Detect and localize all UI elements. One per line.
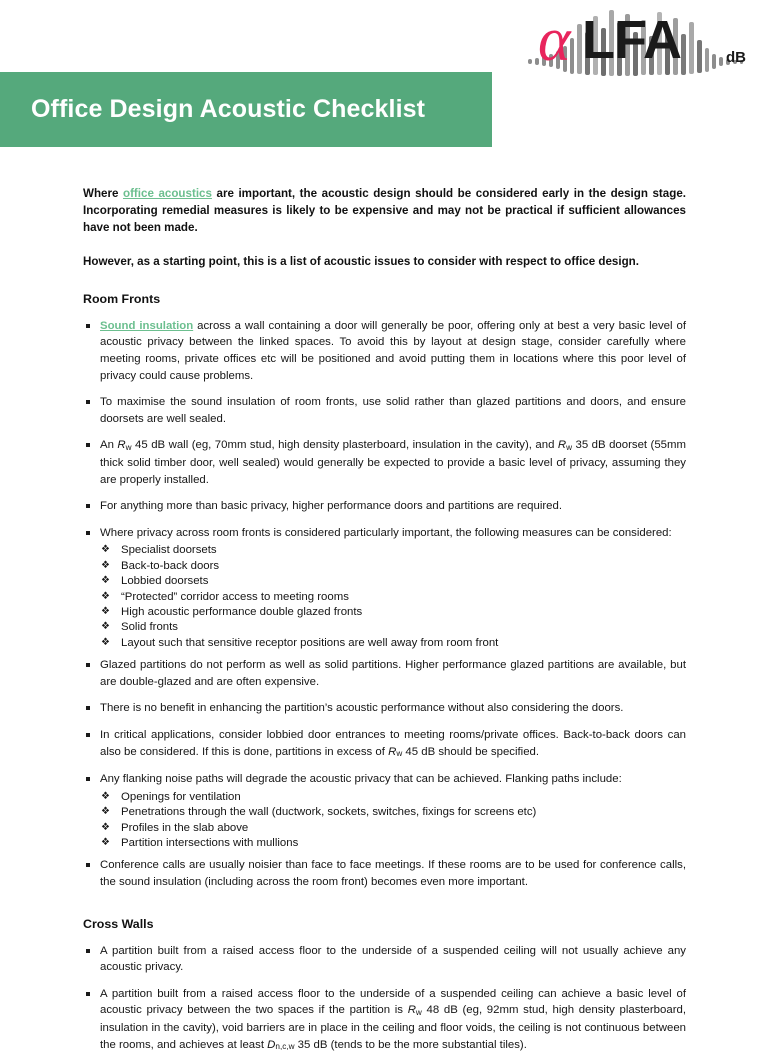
bullet-text: For anything more than basic privacy, higher performance doors and partitions are required.: [100, 500, 562, 513]
sub-bullet-item: ❖ High acoustic performance double glazed fronts: [100, 605, 686, 620]
sub-bullet-item: ❖ Specialist doorsets: [100, 543, 686, 558]
bullet-text: In critical applications, consider lobbied door entrances to meeting rooms/private offices. Back-to-back doors can also be considered. If this is done, partitions in excess of: [100, 728, 686, 758]
bullet-text: A partition built from a raised access floor to the underside of a suspended ceiling will not usually achieve any acoustic privacy.: [100, 944, 686, 974]
bullet-text: Glazed partitions do not perform as well as solid partitions. Higher performance glazed partitions are available, but are double-glazed and are often expensive.: [100, 659, 686, 688]
acoustic-symbol: $R_w$: [407, 1004, 422, 1018]
section-heading: Room Fronts: [83, 291, 161, 306]
bullet-list: [83, 318, 686, 891]
sub-bullet-list: [100, 790, 686, 852]
logo-alpha-glyph: α: [538, 6, 571, 74]
sub-bullet-item: ❖ Penetrations through the wall (ductwork, sockets, switches, fixings for screens etc): [100, 805, 686, 820]
sub-bullet-list: [100, 543, 686, 651]
sub-bullet-item: ❖ Profiles in the slab above: [100, 821, 686, 836]
bullet-item: [83, 700, 686, 717]
sub-bullet-item: ❖ Solid fronts: [100, 620, 686, 635]
bullet-text: 35 dB (tends to be the more substantial tiles).: [294, 1038, 527, 1051]
page-title-banner: [0, 72, 492, 147]
bullet-text: 35 dB doorset (55mm thick solid timber door, well sealed) would generally be expected to provide a basic level of privacy, assuming they are properly installed.: [100, 439, 686, 486]
acoustic-symbol: $R_w$: [117, 439, 132, 453]
sub-bullet-item: ❖ Layout such that sensitive receptor positions are well away from room front: [100, 636, 686, 651]
bullet-item: [83, 657, 686, 690]
acoustic-symbol: $R_w$: [388, 745, 403, 759]
bullet-item: [83, 437, 686, 488]
symbol-subscript: w: [125, 443, 132, 453]
sub-bullet-item: ❖ Lobbied doorsets: [100, 574, 686, 589]
bullet-text: An: [100, 439, 118, 452]
bullet-item: [83, 498, 686, 515]
acoustic-symbol: $R_w$: [557, 439, 573, 453]
symbol-subscript: n,c,w: [275, 1042, 295, 1052]
bullet-text: Where privacy across room fronts is considered particularly important, the following measures can be considered:: [100, 526, 672, 539]
bullet-item: [83, 771, 686, 851]
logo-db-suffix: dB: [726, 49, 746, 66]
logo-wordmark: LFA: [582, 10, 681, 70]
symbol-subscript: w: [415, 1008, 422, 1018]
acoustic-symbol: $D_{n,c,w}$: [267, 1038, 295, 1052]
bullet-text: There is no benefit in enhancing the partition’s acoustic performance without also considering the doors.: [100, 702, 624, 715]
bullet-text: 45 dB should be specified.: [402, 745, 540, 758]
bullet-item: [83, 318, 686, 384]
sound-insulation-link[interactable]: Sound insulation: [100, 319, 194, 332]
bullet-item: [83, 394, 686, 427]
bullet-text: To maximise the sound insulation of room fronts, use solid rather than glazed partitions and doors, and ensure doorsets are well sealed.: [100, 396, 686, 425]
logo-graphic: [520, 2, 756, 80]
bullet-text: 48 dB (eg, 92mm stud, high density plasterboard, insulation in the cavity), void barriers are in place in the ceiling and floor voids, the ceiling is not continuous between the rooms, and achieves at least: [100, 1004, 686, 1051]
sub-bullet-item: ❖ “Protected” corridor access to meeting rooms: [100, 590, 686, 605]
sections-container: [83, 292, 686, 1054]
document-body: [83, 185, 686, 1064]
bullet-text: across a wall containing a door will generally be poor, offering only at best a very basic level of acoustic privacy between the linked spaces. To avoid this by layout at design stage, consider carefully where meeting rooms, private offices etc will be positioned and avoid putting them in locations where this poor level of privacy could cause problems.: [100, 319, 686, 382]
symbol-subscript: w: [566, 443, 573, 453]
bullet-item: [83, 986, 686, 1054]
intro-text-before-link: Where: [83, 187, 123, 200]
office-acoustics-link[interactable]: office acoustics: [122, 187, 212, 200]
bullet-item: [83, 525, 686, 651]
bullet-item: [83, 727, 686, 761]
bullet-item: [83, 857, 686, 890]
bullet-text: A partition built from a raised access floor to the underside of a suspended ceiling can achieve a basic level of acoustic privacy between the two spaces if the partition is: [100, 987, 686, 1017]
bullet-text: 45 dB wall (eg, 70mm stud, high density plasterboard, insulation in the cavity), and: [131, 439, 558, 452]
sub-bullet-item: ❖ Partition intersections with mullions: [100, 836, 686, 851]
sub-bullet-item: ❖ Openings for ventilation: [100, 790, 686, 805]
sub-bullet-item: ❖ Back-to-back doors: [100, 559, 686, 574]
bullet-text: Any flanking noise paths will degrade the acoustic privacy that can be achieved. Flanking paths include:: [100, 773, 622, 786]
bullet-item: [83, 943, 686, 976]
bullet-text: Conference calls are usually noisier than face to face meetings. If these rooms are to be used for conference calls, the sound insulation (including across the room front) becomes even more important.: [100, 859, 686, 888]
symbol-subscript: w: [396, 749, 403, 759]
intro-paragraph-1: [83, 185, 686, 237]
section-heading: Cross Walls: [83, 916, 154, 931]
page-title: Office Design Acoustic Checklist: [31, 95, 426, 123]
company-logo: [520, 2, 756, 80]
intro-text-after-link: are important, the acoustic design should be considered early in the design stage. Incorporating remedial measures is likely to be expensive and may not be practical if sufficient allowances have not been made.: [83, 187, 686, 235]
bullet-list: [83, 943, 686, 1055]
intro-paragraph-2: However, as a starting point, this is a list of acoustic issues to consider with respect to office design.: [83, 254, 639, 268]
